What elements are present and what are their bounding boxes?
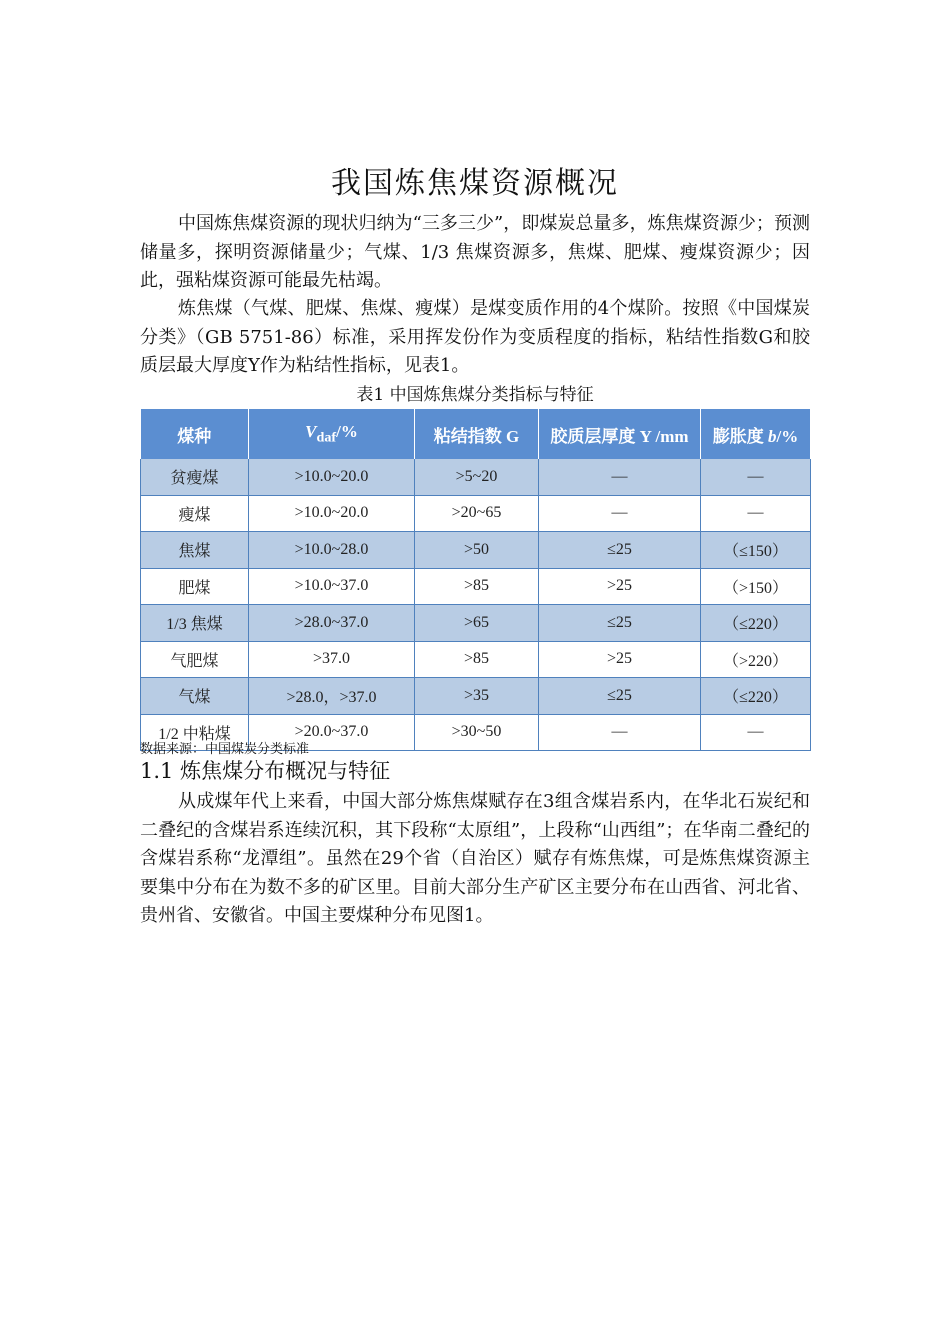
header-dilatation-unit: /% <box>776 426 799 446</box>
table-cell: 贫瘦煤 <box>141 459 249 495</box>
table-cell: >10.0~37.0 <box>249 568 415 605</box>
table-cell: — <box>539 459 701 495</box>
table-cell: — <box>701 714 811 751</box>
table-row <box>141 495 811 532</box>
header-dilatation-symbol: b <box>768 426 777 446</box>
table-cell: 肥煤 <box>141 568 249 605</box>
classification-paragraph: 炼焦煤（气煤、肥煤、焦煤、瘦煤）是煤变质作用的4个煤阶。按照《中国煤炭分类》（GB 5751-86）标准，采用挥发份作为变质程度的指标，粘结性指数G和胶质层最大厚度Y作为粘结性指标，见表1。 <box>140 298 810 376</box>
table-cell: — <box>701 495 811 532</box>
header-coal-type: 煤种 <box>141 409 249 459</box>
table-cell: >28.0~37.0 <box>249 605 415 642</box>
table-cell: （>220） <box>701 641 811 678</box>
table-cell: 气煤 <box>141 678 249 715</box>
table-cell: （≤150） <box>701 532 811 569</box>
table-cell: >10.0~28.0 <box>249 532 415 569</box>
table-row <box>141 459 811 495</box>
table-cell: >25 <box>539 568 701 605</box>
table-cell: — <box>539 714 701 751</box>
intro-paragraph: 中国炼焦煤资源的现状归纳为“三多三少”，即煤炭总量多，炼焦煤资源少；预测储量多，探明资源储量少；气煤、1/3 焦煤资源多，焦煤、肥煤、瘦煤资源少；因此，强粘煤资源可能最先枯竭。 <box>140 213 810 291</box>
header-volatile <box>249 409 415 459</box>
table-cell: >65 <box>415 605 539 642</box>
table-cell: ≤25 <box>539 605 701 642</box>
table-cell: >20~65 <box>415 495 539 532</box>
coal-classification-table <box>140 409 811 751</box>
header-dilatation-label: 膨胀度 <box>712 426 768 446</box>
table-cell: — <box>539 495 701 532</box>
table-cell: >20.0~37.0 <box>249 714 415 751</box>
distribution-paragraph: 从成煤年代上来看，中国大部分炼焦煤赋存在3组含煤岩系内，在华北石炭纪和二叠纪的含煤岩系连续沉积，其下段称“太原组”，上段称“山西组”；在华南二叠纪的含煤岩系称“龙潭组”。虽然在29个省（自治区）赋存有炼焦煤，可是炼焦煤资源主要集中分布在为数不多的矿区里。目前大部分生产矿区主要分布在山西省、河北省、贵州省、安徽省。中国主要煤种分布见图1。 <box>140 791 810 926</box>
table-header-row <box>141 409 811 459</box>
table-cell: >85 <box>415 641 539 678</box>
table-cell: ≤25 <box>539 678 701 715</box>
table-cell: >28.0，>37.0 <box>249 678 415 715</box>
table-cell: ≤25 <box>539 532 701 569</box>
header-caking-index: 粘结指数 G <box>415 409 539 459</box>
table-row <box>141 678 811 715</box>
table-cell: （≤220） <box>701 605 811 642</box>
header-volatile-symbol: V <box>305 421 317 441</box>
table-row <box>141 532 811 569</box>
header-volatile-unit: /% <box>336 421 358 441</box>
table-cell: >5~20 <box>415 459 539 495</box>
table-cell: >10.0~20.0 <box>249 495 415 532</box>
page-title: 我国炼焦煤资源概况 <box>331 166 619 201</box>
table-cell: — <box>701 459 811 495</box>
table-row <box>141 605 811 642</box>
section-heading: 1.1 炼焦煤分布概况与特征 <box>140 759 391 783</box>
table-caption: 表1 中国炼焦煤分类指标与特征 <box>356 385 594 405</box>
header-volatile-subscript: daf <box>316 429 337 446</box>
table-cell: （≤220） <box>701 678 811 715</box>
source-note: 数据来源：中国煤炭分类标准 <box>140 742 310 757</box>
table-cell: >37.0 <box>249 641 415 678</box>
table-cell: 焦煤 <box>141 532 249 569</box>
table-cell: 1/2 中粘煤 <box>141 714 249 751</box>
table-cell: >25 <box>539 641 701 678</box>
table-cell: 1/3 焦煤 <box>141 605 249 642</box>
table-cell: >85 <box>415 568 539 605</box>
header-dilatation <box>701 409 811 459</box>
table-row <box>141 568 811 605</box>
table-cell: 气肥煤 <box>141 641 249 678</box>
header-plastic-layer: 胶质层厚度 Y /mm <box>539 409 701 459</box>
table-row <box>141 641 811 678</box>
table-cell: >10.0~20.0 <box>249 459 415 495</box>
table-cell: >30~50 <box>415 714 539 751</box>
table-cell: >35 <box>415 678 539 715</box>
table-cell: >50 <box>415 532 539 569</box>
table-cell: 瘦煤 <box>141 495 249 532</box>
table-cell: （>150） <box>701 568 811 605</box>
